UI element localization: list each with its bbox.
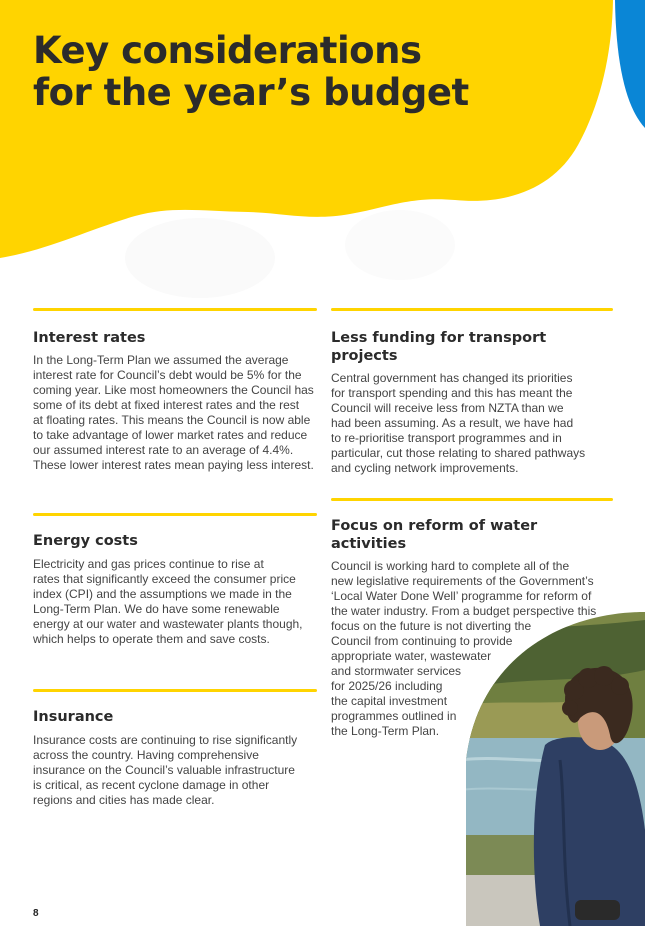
- body-line: Long-Term Plan. We do have some renewable: [33, 602, 280, 616]
- section-insurance: [33, 689, 317, 808]
- section-transport-funding: [331, 308, 613, 476]
- section-body: [33, 353, 317, 473]
- section-water-reform: [331, 498, 613, 739]
- body-line: In the Long-Term Plan we assumed the average: [33, 353, 289, 367]
- body-line: for transport spending and this has meant the: [331, 386, 573, 400]
- body-line: Electricity and gas prices continue to rise at: [33, 557, 264, 571]
- section-heading: Insurance: [33, 709, 114, 725]
- body-line: to re-prioritise transport programmes and in: [331, 431, 562, 445]
- body-line: new legislative requirements of the Government’s: [331, 574, 594, 588]
- section-heading: Interest rates: [33, 330, 146, 346]
- body-line: insurance on the Council’s valuable infrastructure: [33, 763, 295, 777]
- body-line: at floating rates. This means the Council is now able: [33, 413, 311, 427]
- section-interest-rates: [33, 308, 317, 473]
- body-line: to take advantage of lower market rates and reduce: [33, 428, 308, 442]
- body-line: the water industry. From a budget perspective this: [331, 604, 597, 618]
- page-title-line-1: Key considerations: [33, 29, 422, 72]
- body-line: the capital investment: [331, 694, 448, 708]
- body-line: Central government has changed its priorities: [331, 371, 573, 385]
- section-divider: [33, 308, 317, 311]
- body-line: which helps to operate them and save costs.: [33, 632, 270, 646]
- body-line: Council will receive less from NZTA than we: [331, 401, 564, 415]
- page-title-line-2: for the year’s budget: [33, 71, 469, 114]
- body-line: energy at our water and wastewater plants though,: [33, 617, 303, 631]
- body-line: appropriate water, wastewater: [331, 649, 492, 663]
- page-title: [33, 30, 593, 114]
- body-line: is critical, as recent cyclone damage in other: [33, 778, 270, 792]
- section-divider: [33, 513, 317, 516]
- section-body: [33, 733, 317, 808]
- section-divider: [33, 689, 317, 692]
- page-number: 8: [33, 908, 39, 919]
- section-heading: Less funding for transport projects: [331, 330, 547, 364]
- body-line: coming year. Like most homeowners the Council has: [33, 383, 314, 397]
- body-line: Insurance costs are continuing to rise significantly: [33, 733, 298, 747]
- body-line: These lower interest rates mean paying less interest.: [33, 458, 314, 472]
- section-body: [33, 557, 317, 647]
- section-body: [331, 371, 613, 476]
- body-line: and cycling network improvements.: [331, 461, 519, 475]
- body-line: and stormwater services: [331, 664, 462, 678]
- section-divider: [331, 308, 613, 311]
- body-line: some of its debt at fixed interest rates and the rest: [33, 398, 300, 412]
- body-line: had been assuming. As a result, we have had: [331, 416, 574, 430]
- body-line: focus on the future is not diverting the: [331, 619, 532, 633]
- body-line: particular, cut those relating to shared pathways: [331, 446, 586, 460]
- body-line: Council from continuing to provide: [331, 634, 513, 648]
- section-body: [331, 559, 613, 739]
- section-energy-costs: [33, 513, 317, 647]
- blue-corner-shape: [615, 0, 645, 128]
- section-heading: Energy costs: [33, 533, 138, 549]
- body-line: programmes outlined in: [331, 709, 457, 723]
- body-line: index (CPI) and the assumptions we made in the: [33, 587, 292, 601]
- body-line: rates that significantly exceed the consumer price: [33, 572, 296, 586]
- body-line: interest rate for Council’s debt would be 5% for the: [33, 368, 302, 382]
- section-heading: Focus on reform of water activities: [331, 518, 538, 552]
- body-line: across the country. Having comprehensive: [33, 748, 259, 762]
- body-line: Council is working hard to complete all of the: [331, 559, 570, 573]
- body-line: ‘Local Water Done Well’ programme for reform of: [331, 589, 592, 603]
- body-line: our assumed interest rate to an average of 4.4%.: [33, 443, 294, 457]
- body-line: the Long-Term Plan.: [331, 724, 440, 738]
- section-divider: [331, 498, 613, 501]
- body-line: regions and cities has made clear.: [33, 793, 215, 807]
- body-line: for 2025/26 including: [331, 679, 443, 693]
